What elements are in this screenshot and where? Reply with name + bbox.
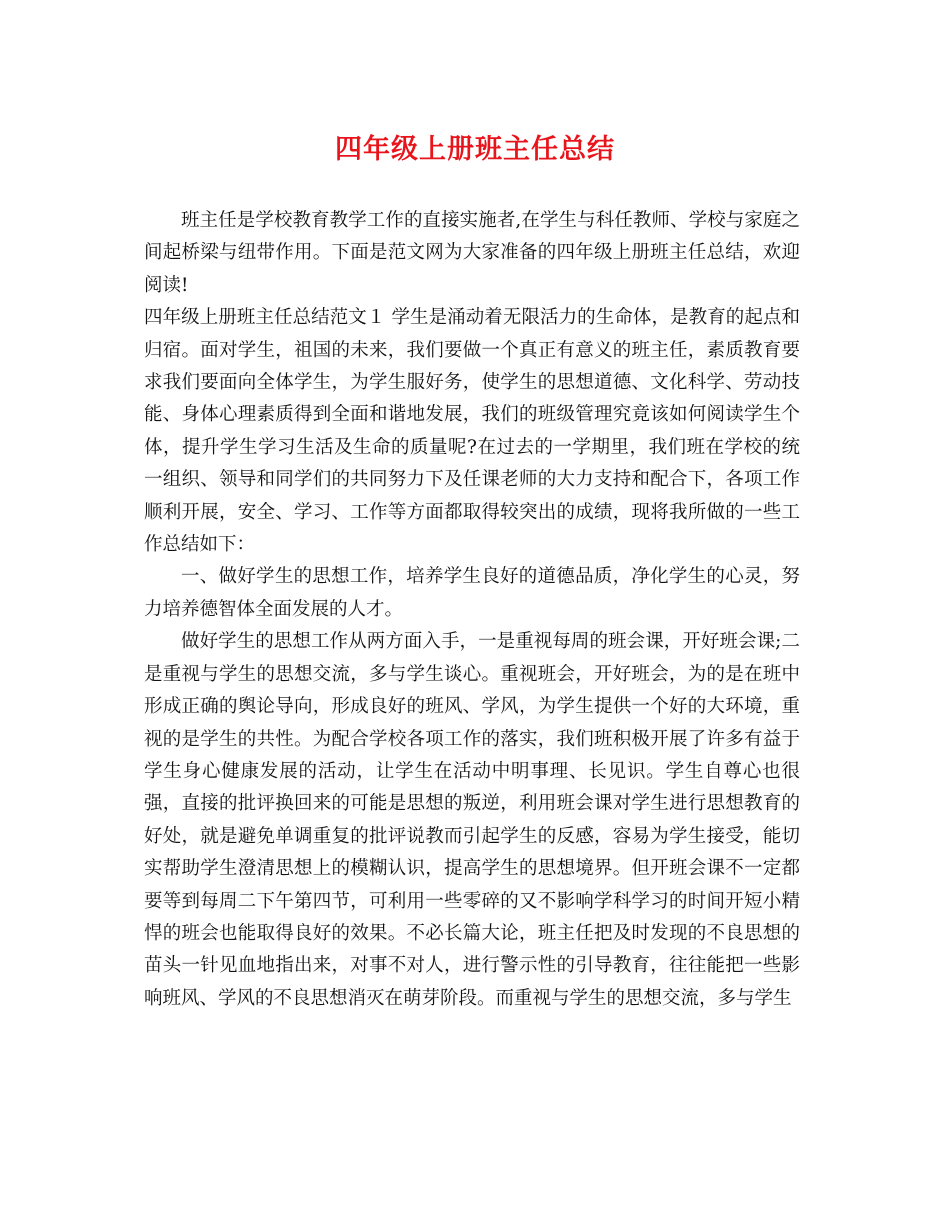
document-title: 四年级上册班主任总结 — [335, 134, 615, 165]
document-body — [144, 205, 800, 1015]
section-text: 学生是涌动着无限活力的生命体，是教育的起点和归宿。面对学生，祖国的未来，我们要做一个真正有意义的班主任，素质教育要求我们要面向全体学生，为学生服好务，使学生的思想道德、文化科学、劳动技能、身体心理素质得到全面和谐地发展，我们的班级管理究竟该如何阅读学生个体，提升学生学习生活及生命的质量呢?在过去的一学期里，我们班在学校的统一组织、领导和同学们的共同努力下及任课老师的大力支持和配合下，各项工作顺利开展，安全、学习、工作等方面都取得较突出的成绩，现将我所做的一些工作总结如下： — [144, 307, 800, 556]
section-paragraph — [144, 302, 800, 561]
section-heading: 四年级上册班主任总结范文１ — [144, 307, 386, 329]
paragraph-three: 做好学生的思想工作从两方面入手，一是重视每周的班会课，开好班会课;二是重视与学生的思想交流，多与学生谈心。重视班会，开好班会，为的是在班中形成正确的舆论导向，形成良好的班风、学风，为学生提供一个好的大环境，重视的是学生的共性。为配合学校各项工作的落实，我们班积极开展了许多有益于学生身心健康发展的活动，让学生在活动中明事理、长见识。学生自尊心也很强，直接的批评换回来的可能是思想的叛逆，利用班会课对学生进行思想教育的好处，就是避免单调重复的批评说教而引起学生的反感，容易为学生接受，能切实帮助学生澄清思想上的模糊认识，提高学生的思想境界。但开班会课不一定都要等到每周二下午第四节，可利用一些零碎的又不影响学科学习的时间开短小精悍的班会也能取得良好的效果。不必长篇大论，班主任把及时发现的不良思想的苗头一针见血地指出来，对事不对人，进行警示性的引导教育，往往能把一些影响班风、学风的不良思想消灭在萌芽阶段。而重视与学生的思想交流，多与学生 — [144, 631, 800, 1009]
intro-paragraph: 班主任是学校教育教学工作的直接实施者,在学生与科任教师、学校与家庭之间起桥梁与纽带作用。下面是范文网为大家准备的四年级上册班主任总结，欢迎阅读! — [144, 210, 800, 296]
point-one-paragraph: 一、做好学生的思想工作，培养学生良好的道德品质，净化学生的心灵，努力培养德智体全面发展的人才。 — [144, 566, 800, 620]
